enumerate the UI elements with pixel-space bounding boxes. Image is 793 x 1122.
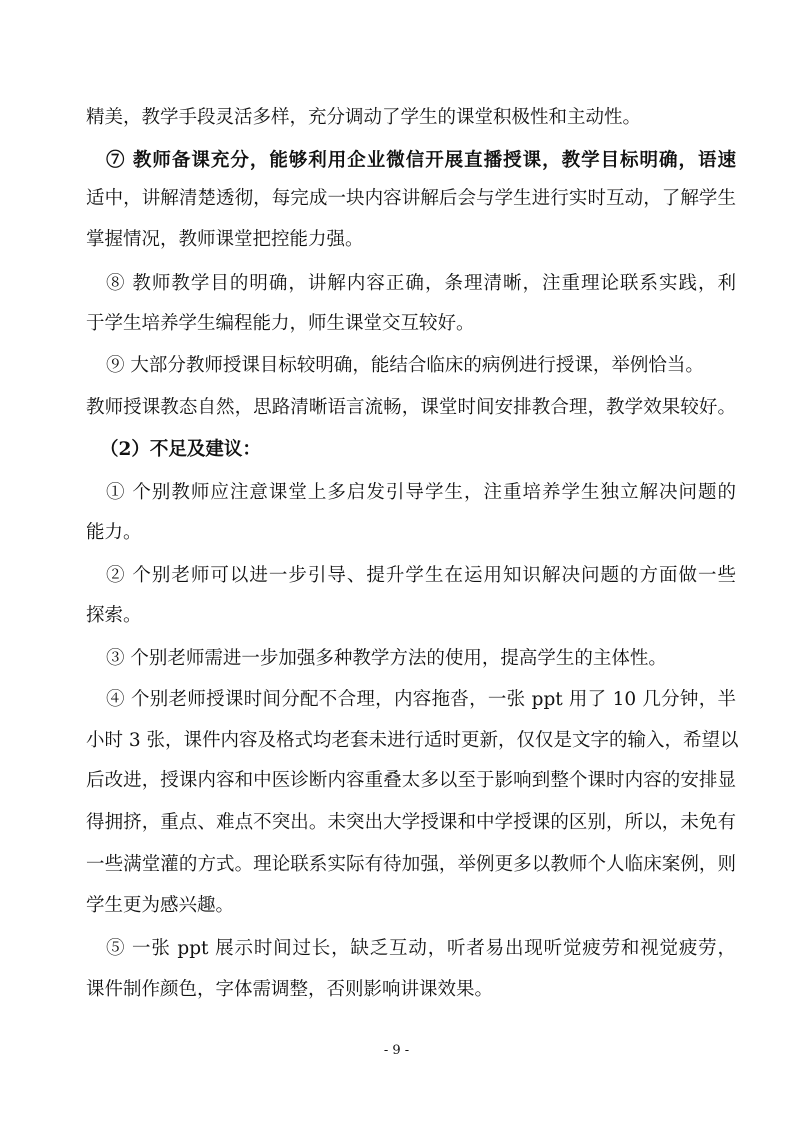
section-heading: （2）不足及建议： — [100, 439, 261, 460]
list-item-line: 一些满堂灌的方式。理论联系实际有待加强，举例更多以教师个人临床案例，则 — [86, 854, 736, 875]
list-item-line: 后改进，授课内容和中医诊断内容重叠太多以至于影响到整个课时内容的安排显 — [86, 770, 736, 791]
list-item-line: 能力。 — [86, 522, 142, 543]
list-item-line: ① 个别教师应注意课堂上多启发引导学生，注重培养学生独立解决问题的 — [106, 482, 736, 503]
paragraph-line: 教师授课教态自然，思路清晰语言流畅，课堂时间安排教合理，教学效果较好。 — [86, 397, 736, 418]
list-item-line: 得拥挤，重点、难点不突出。未突出大学授课和中学授课的区别，所以，未免有 — [86, 812, 736, 833]
paragraph-line: 掌握情况，教师课堂把控能力强。 — [86, 229, 364, 250]
paragraph-line: 适中，讲解清楚透彻，每完成一块内容讲解后会与学生进行实时互动，了解学生 — [86, 188, 736, 209]
list-item-line: 学生更为感兴趣。 — [86, 895, 235, 916]
list-item-line: 探索。 — [86, 605, 142, 626]
list-item-line: ③ 个别老师需进一步加强多种教学方法的使用，提高学生的主体性。 — [106, 648, 667, 669]
list-item-line: ④ 个别老师授课时间分配不合理，内容拖沓，一张 ppt 用了 10 几分钟，半 — [106, 689, 736, 710]
paragraph-line: 于学生培养学生编程能力，师生课堂交互较好。 — [86, 313, 475, 334]
paragraph-line: ⑧ 教师教学目的明确，讲解内容正确，条理清晰，注重理论联系实践，利 — [106, 273, 736, 294]
list-item-line: ⑤ 一张 ppt 展示时间过长，缺乏互动，听者易出现听觉疲劳和视觉疲劳， — [106, 938, 736, 959]
list-item-line: 小时 3 张，课件内容及格式均老套未进行适时更新，仅仅是文字的输入，希望以 — [86, 730, 739, 751]
list-item-line: 课件制作颜色，字体需调整，否则影响讲课效果。 — [86, 979, 494, 1000]
paragraph-line: 精美，教学手段灵活多样，充分调动了学生的课堂积极性和主动性。 — [86, 107, 642, 128]
list-item-line: ② 个别老师可以进一步引导、提升学生在运用知识解决问题的方面做一些 — [106, 565, 736, 586]
paragraph-line: ⑦ 教师备课充分，能够利用企业微信开展直播授课，教学目标明确，语速 — [106, 150, 736, 171]
page-number: - 9 - — [383, 1043, 410, 1058]
paragraph-line: ⑨ 大部分教师授课目标较明确，能结合临床的病例进行授课，举例恰当。 — [106, 355, 704, 376]
